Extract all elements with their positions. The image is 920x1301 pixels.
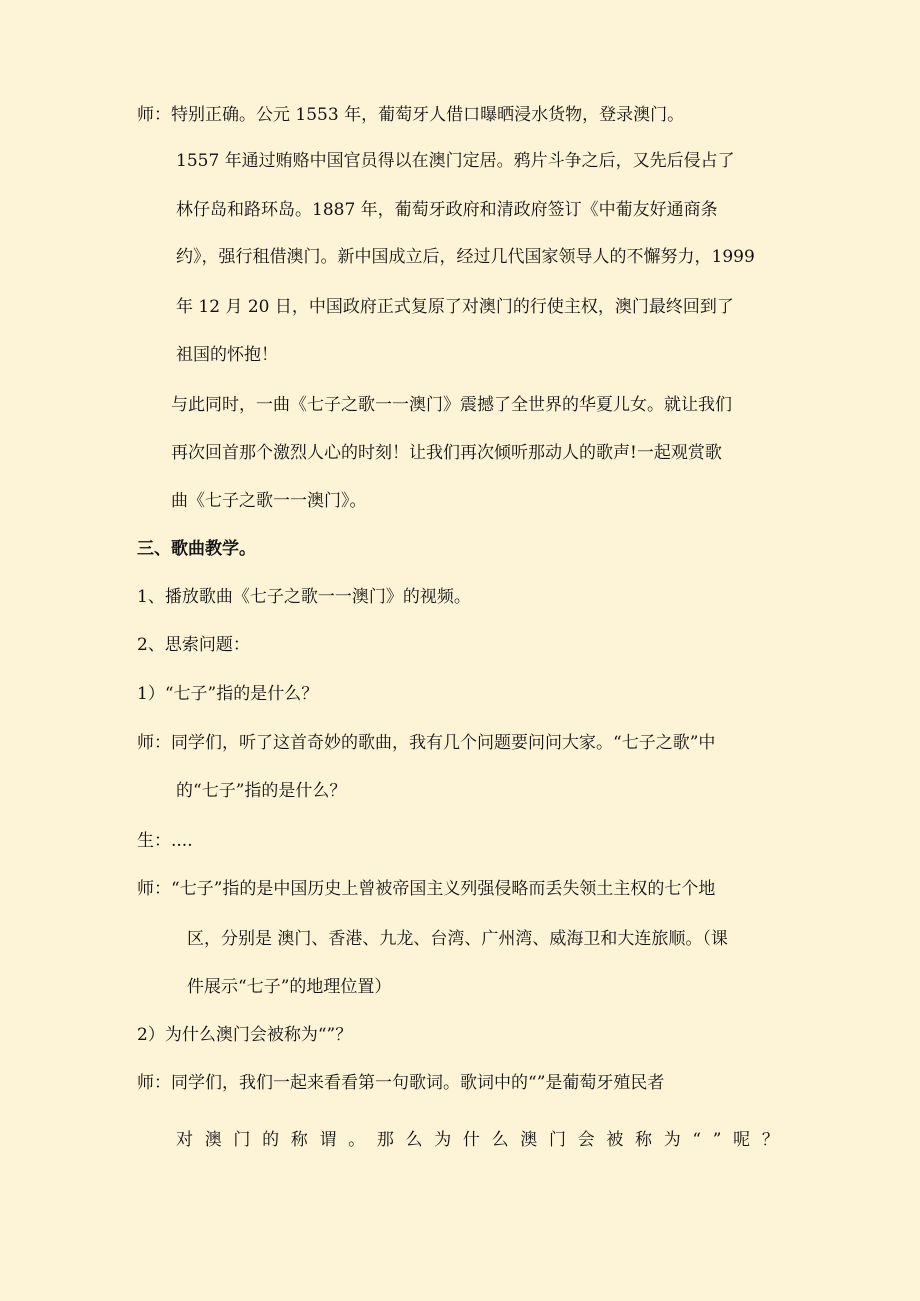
text-line: 曲《七子之歌一一澳门》。 xyxy=(171,491,367,511)
text-char: 为 xyxy=(663,1130,681,1150)
text-char: ” xyxy=(712,1130,722,1150)
text-char: 称 xyxy=(290,1130,308,1150)
text-char: 门 xyxy=(548,1130,566,1150)
text-line: 年 12 月 20 日，中国政府正式复原了对澳门的行使主权，澳门最终回到了 xyxy=(176,297,734,317)
text-char: 对 xyxy=(176,1130,193,1150)
text-line: 林仔岛和路环岛。1887 年，葡萄牙政府和清政府签订《中葡友好通商条 xyxy=(176,200,718,220)
text-char: 么 xyxy=(405,1130,423,1150)
text-char: 会 xyxy=(577,1130,595,1150)
spaced-text-line xyxy=(176,1129,779,1151)
text-line: 师：“七子”指的是中国历史上曾被帝国主义列强侵略而丢失领土主权的七个地 xyxy=(137,879,716,899)
text-char: 澳 xyxy=(204,1130,222,1150)
text-char: 那 xyxy=(376,1130,394,1150)
question-item: 2）为什么澳门会被称为“”？ xyxy=(137,1025,353,1045)
text-line: 的“七子”指的是什么？ xyxy=(176,781,347,801)
text-line: 件展示“七子”的地理位置） xyxy=(187,977,392,997)
section-heading: 三、歌曲教学。 xyxy=(137,539,256,559)
text-line: 师：同学们，听了这首奇妙的歌曲，我有几个问题要问问大家。“七子之歌”中 xyxy=(137,733,716,753)
text-char: ？ xyxy=(761,1130,779,1150)
text-line: 与此同时，一曲《七子之歌一一澳门》震撼了全世界的华夏儿女。就让我们 xyxy=(171,395,732,415)
text-char: 称 xyxy=(635,1130,652,1150)
text-line: 师：同学们，我们一起来看看第一句歌词。歌词中的“”是葡萄牙殖民者 xyxy=(137,1073,665,1093)
text-line: 生：.... xyxy=(137,831,193,851)
list-item: 2、思索问题： xyxy=(137,635,250,655)
text-char: 澳 xyxy=(520,1130,538,1150)
text-char: 呢 xyxy=(733,1130,751,1150)
text-line: 再次回首那个激烈人心的时刻！让我们再次倾听那动人的歌声!一起观赏歌 xyxy=(171,443,722,463)
text-char: “ xyxy=(692,1130,702,1150)
text-char: 谓 xyxy=(319,1130,337,1150)
list-item: 1、播放歌曲《七子之歌一一澳门》的视频。 xyxy=(137,587,471,607)
text-char: 为 xyxy=(434,1130,452,1150)
text-char: 门 xyxy=(233,1130,251,1150)
text-line: 区，分别是 澳门、香港、九龙、台湾、广州湾、威海卫和大连旅顺。（课 xyxy=(187,929,728,949)
text-line: 约》，强行租借澳门。新中国成立后，经过几代国家领导人的不懈努力，1999 xyxy=(176,247,755,267)
text-line: 师：特别正确。公元 1553 年，葡萄牙人借口曝晒浸水货物，登录澳门。 xyxy=(137,105,685,125)
text-char: 的 xyxy=(262,1130,280,1150)
text-char: 。 xyxy=(348,1130,366,1150)
text-char: 什 xyxy=(462,1130,480,1150)
question-item: 1）“七子”指的是什么？ xyxy=(137,684,319,704)
text-char: 么 xyxy=(491,1130,509,1150)
text-line: 1557 年通过贿赂中国官员得以在澳门定居。鸦片斗争之后，又先后侵占了 xyxy=(176,151,735,171)
text-line: 祖国的怀抱！ xyxy=(176,345,278,365)
text-char: 被 xyxy=(606,1130,624,1150)
